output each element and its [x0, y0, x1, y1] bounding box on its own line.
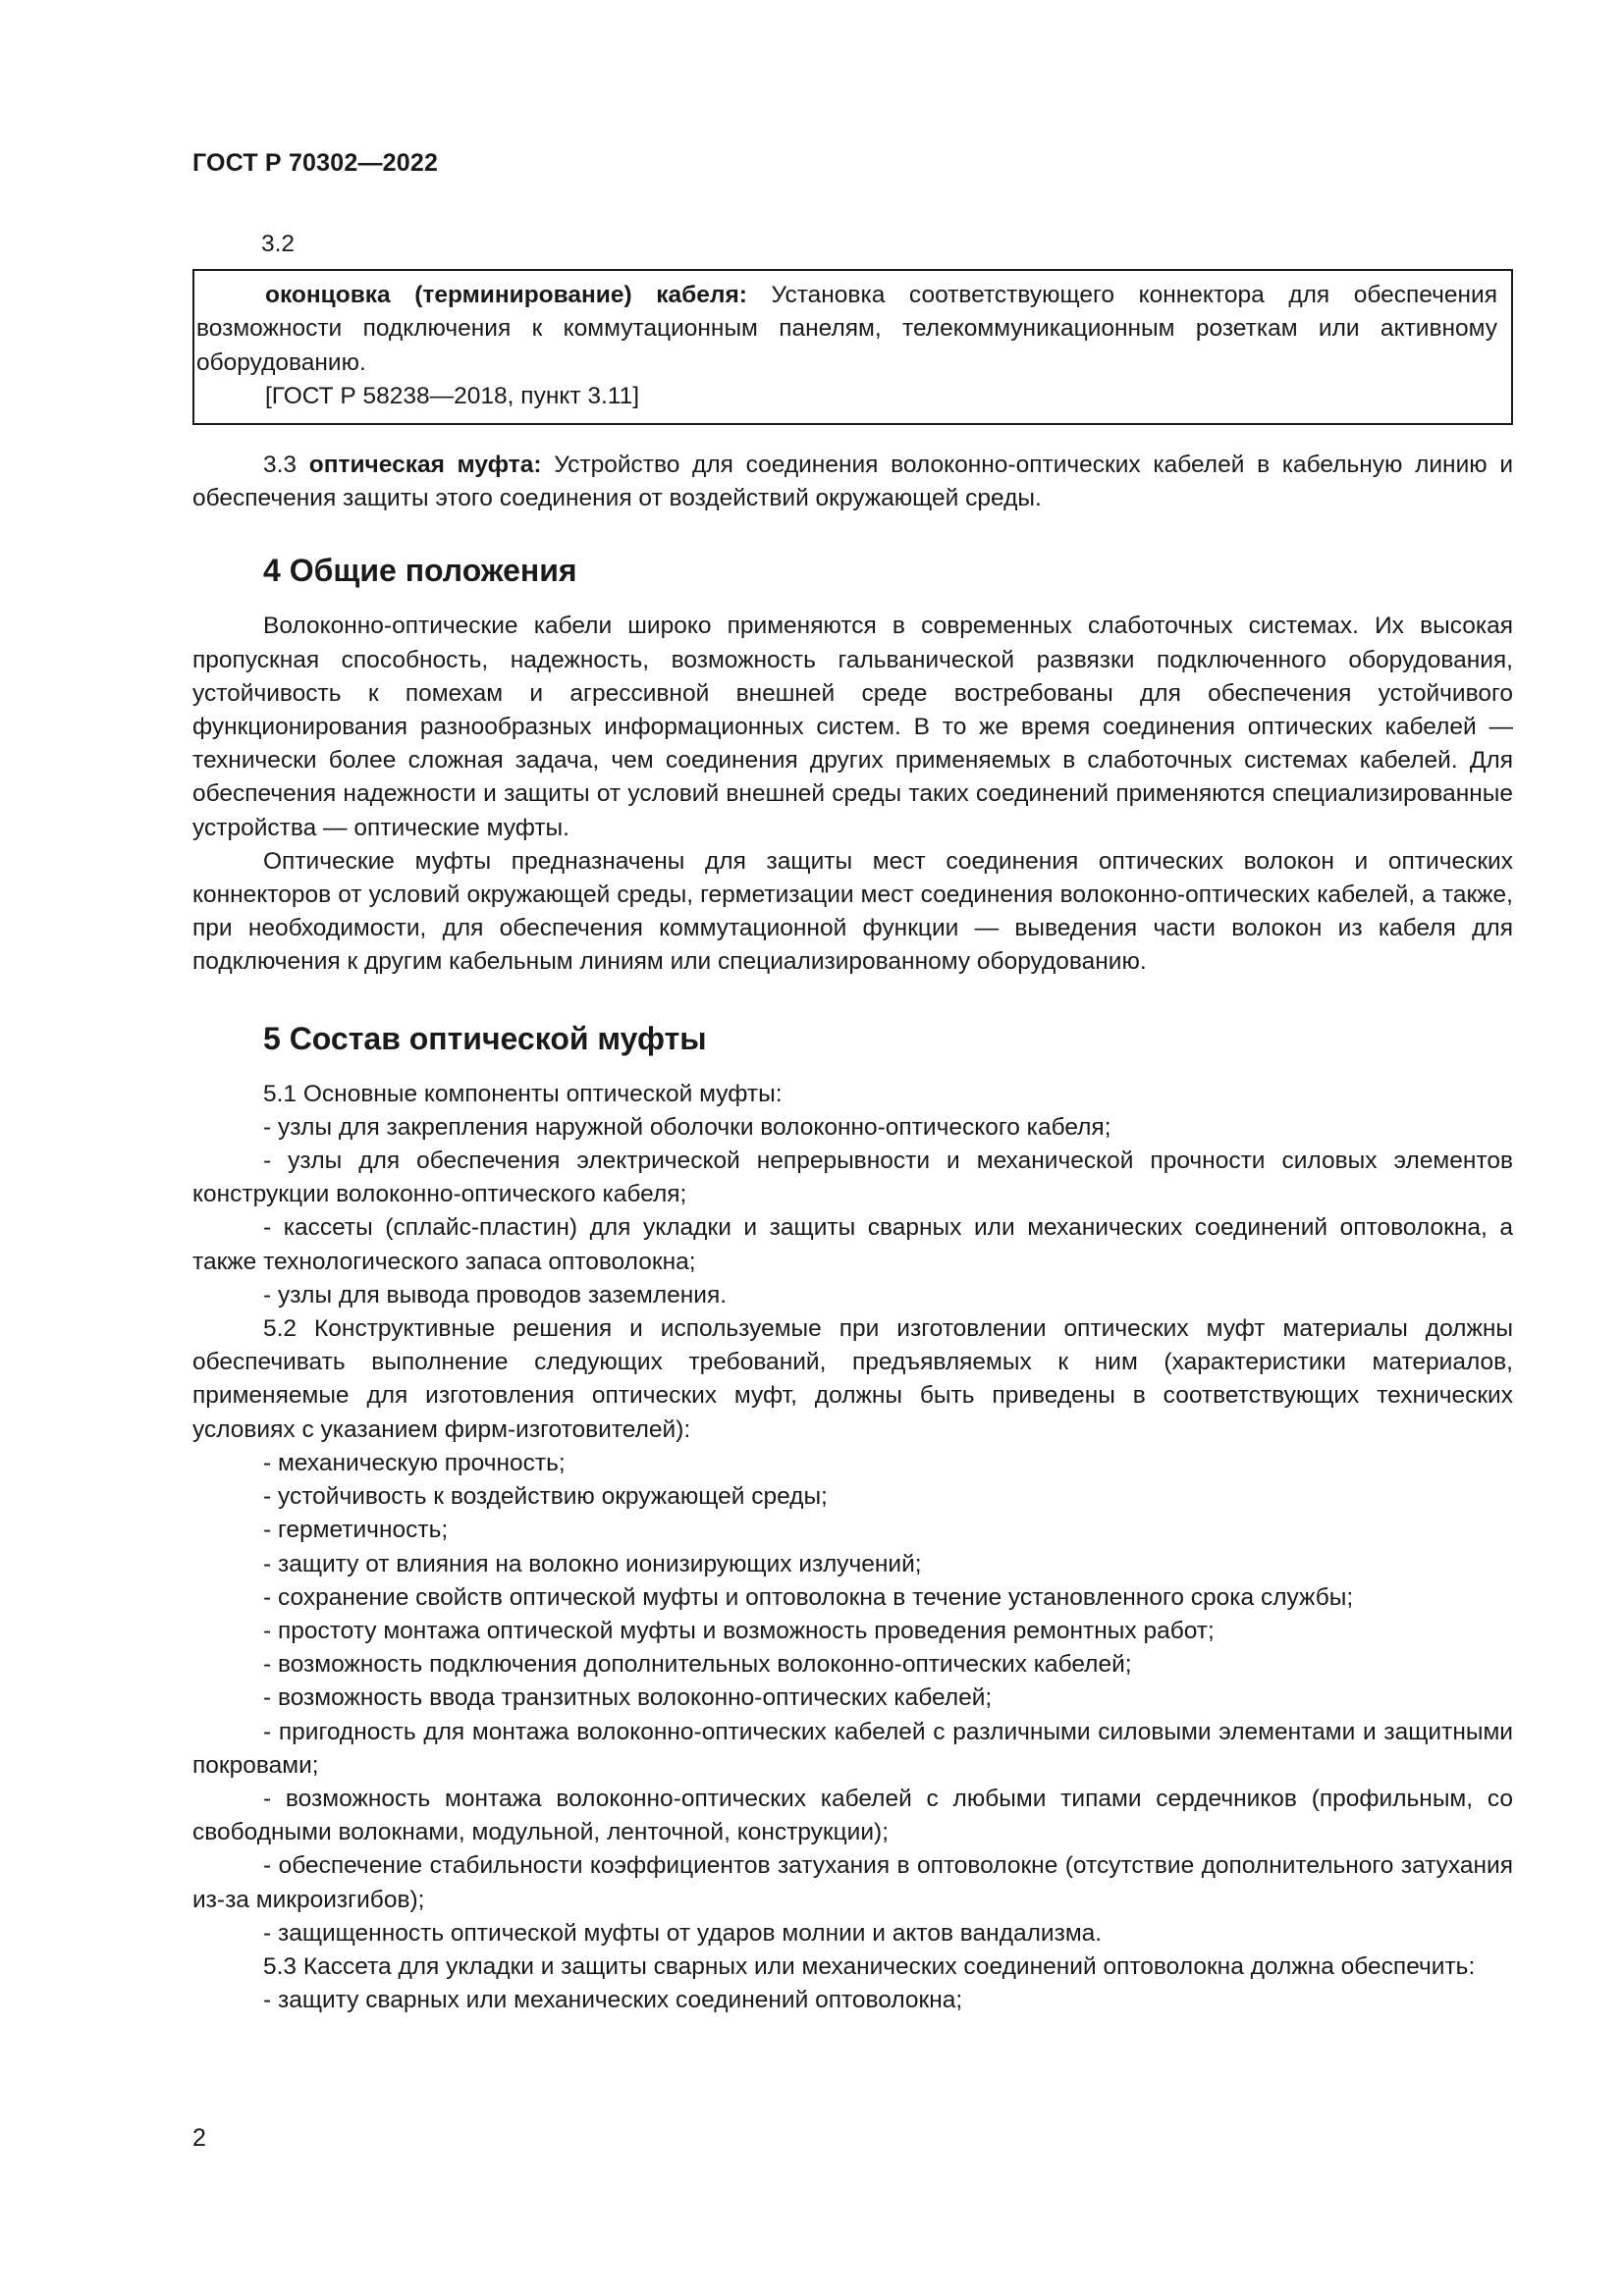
list-item: - механическую прочность;: [263, 1449, 566, 1476]
list-item: - возможность подключения дополнительных волоконно-оптических кабелей;: [263, 1651, 1132, 1679]
list-item: - узлы для вывода проводов заземления.: [263, 1281, 728, 1308]
term-definition: [192, 449, 1513, 515]
term-name: оконцовка (терминирование) кабеля:: [265, 282, 747, 309]
page-content: [192, 228, 1513, 2017]
section-heading: 4 Общие положения: [263, 553, 577, 589]
section-heading: 5 Состав оптической муфты: [263, 1020, 707, 1056]
list-item: - возможность монтажа волоконно-оптических кабелей с любыми типами сердечников (профильным, со свободными волокнами, модульной, ленточной, конструкции);: [192, 1785, 1513, 1846]
list-item: - кассеты (сплайс-пластин) для укладки и защиты сварных или механических соединений оптоволокна, а также технологического запаса оптоволокна;: [192, 1214, 1513, 1275]
list-item: - устойчивость к воздействию окружающей среды;: [263, 1483, 828, 1511]
list-item: - узлы для обеспечения электрической непрерывности и механической прочности силовых элементов конструкции волоконно-оптического кабеля;: [192, 1148, 1513, 1208]
page-number: 2: [192, 2124, 206, 2152]
list-item: - возможность ввода транзитных волоконно-оптических кабелей;: [263, 1684, 993, 1712]
term-definition: [196, 279, 1497, 380]
clause: 5.3 Кассета для укладки и защиты сварных или механических соединений оптоволокна должна обеспечить:: [263, 1952, 1476, 1980]
quoted-term-box: [192, 269, 1513, 425]
list-item: - сохранение свойств оптической муфты и оптоволокна в течение установленного срока службы;: [263, 1583, 1354, 1611]
list-item: - простоту монтажа оптической муфты и возможность проведения ремонтных работ;: [263, 1617, 1215, 1644]
list-item: - обеспечение стабильности коэффициентов затухания в оптоволокне (отсутствие дополнительного затухания из-за микроизгибов);: [192, 1852, 1513, 1913]
list-item: - защиту от влияния на волокно ионизирующих излучений;: [263, 1550, 922, 1577]
list-item: - пригодность для монтажа волоконно-оптических кабелей с различными силовыми элементами и защитными покровами;: [192, 1718, 1513, 1779]
list-item: - защищенность оптической муфты от ударов молнии и актов вандализма.: [263, 1919, 1103, 1947]
list-item: - герметичность;: [263, 1517, 449, 1544]
clause: 5.2 Конструктивные решения и используемые при изготовлении оптических муфт материалы должны обеспечивать выполнение следующих требований, предъявляемых к ним (характеристики материалов, применяемые для изготовления оптических муфт, должны быть приведены в соответствующих технических условиях с указанием фирм-изготовителей):: [192, 1315, 1513, 1443]
list-item: - узлы для закрепления наружной оболочки волоконно-оптического кабеля;: [263, 1113, 1111, 1141]
paragraph: Оптические муфты предназначены для защиты мест соединения оптических волокон и оптических коннекторов от условий окружающей среды, герметизации мест соединения волоконно-оптических кабелей, а также, при необходимости, для обеспечения коммутационной функции — выведения части волокон из кабеля для подключения к другим кабельным линиям или специализированному оборудованию.: [192, 847, 1513, 976]
clause: 5.1 Основные компоненты оптической муфты:: [263, 1080, 783, 1107]
term-number: 3.3: [263, 452, 309, 479]
term-text: Установка соответствующего коннектора для обеспечения возможности подключения к коммутационным панелям, телекоммуникационным розеткам или активному оборудованию.: [196, 282, 1497, 376]
paragraph: Волоконно-оптические кабели широко применяются в современных слаботочных системах. Их высокая пропускная способность, надежность, возможность гальванической развязки подключенного оборудования, устойчивость к помехам и агрессивной внешней среде востребованы для обеспечения устойчивого функционирования разнообразных информационных систем. В то же время соединения оптических кабелей — технически более сложная задача, чем соединения других применяемых в слаботочных системах кабелей. Для обеспечения надежности и защиты от условий внешней среды таких соединений применяются специализированные устройства — оптические муфты.: [192, 613, 1513, 841]
term-name: оптическая муфта:: [308, 452, 542, 479]
term-number: 3.2: [261, 231, 296, 257]
term-text: Устройство для соединения волоконно-оптических кабелей в кабельную линию и обеспечения защиты этого соединения от воздействий окружающей среды.: [192, 452, 1514, 512]
document-code: ГОСТ Р 70302—2022: [192, 149, 439, 177]
list-item: - защиту сварных или механических соединений оптоволокна;: [263, 1987, 963, 2014]
term-reference: [ГОСТ Р 58238—2018, пункт 3.11]: [265, 382, 640, 409]
